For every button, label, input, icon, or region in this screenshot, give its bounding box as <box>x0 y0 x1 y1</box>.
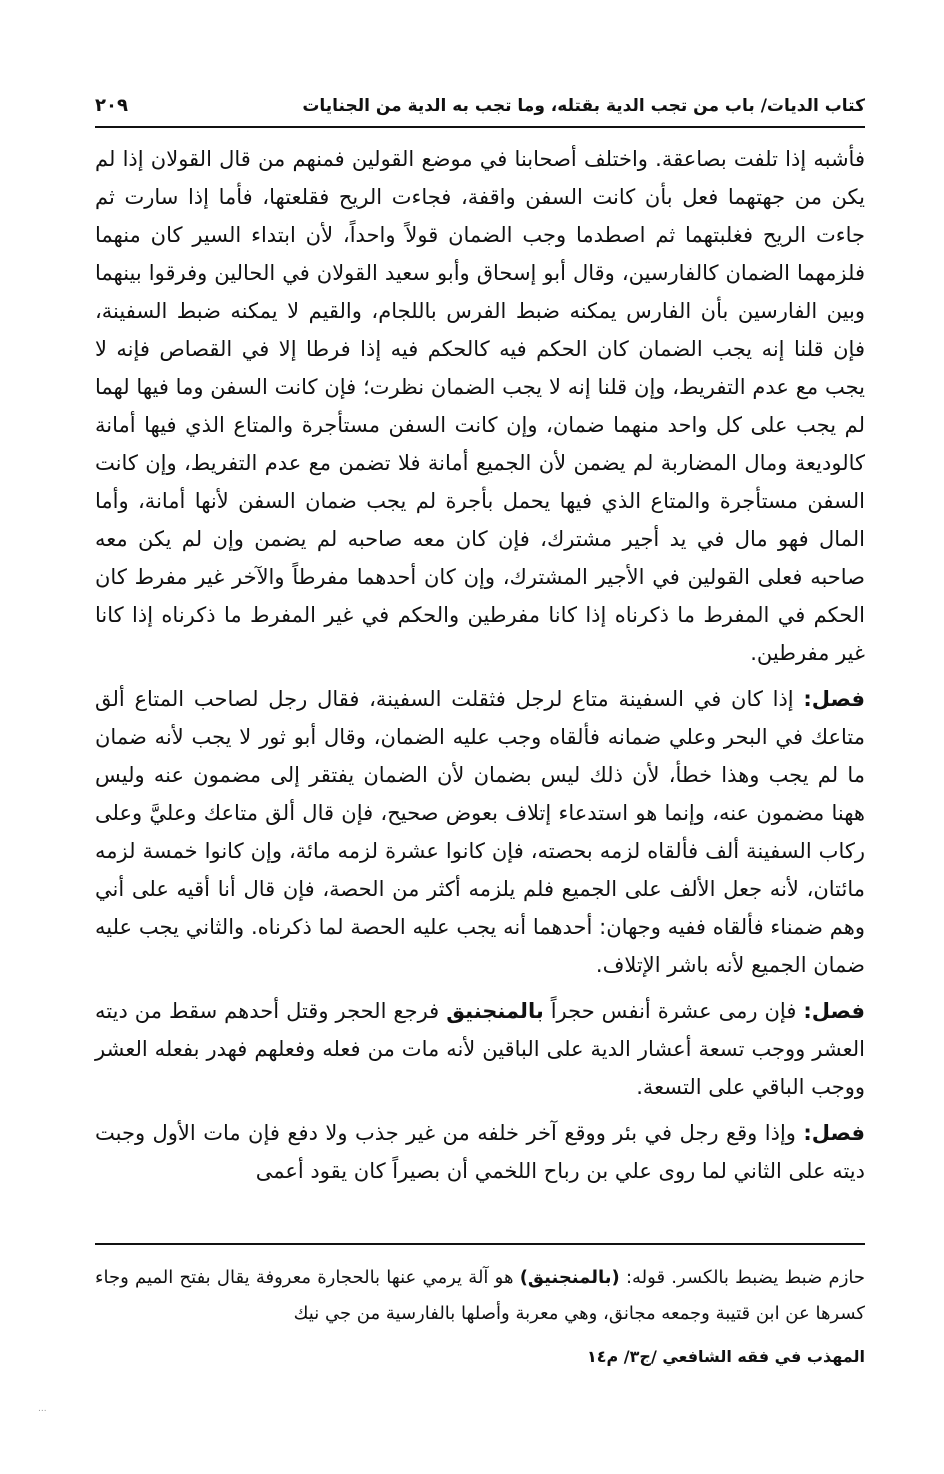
section-label: فصل: <box>803 687 865 711</box>
header-title: كتاب الديات/ باب من تجب الدية بقتله، وما تجب به الدية من الجنايات <box>302 96 865 116</box>
paragraph-2-text: إذا كان في السفينة متاع لرجل فثقلت السفينة، فقال رجل لصاحب المتاع ألق متاعك في البحر وعلي ضمانه فألقاه وجب عليه الضمان، وقال أبو ثور لا يجب لأنه ضمان ما لم يجب وهذا خطأ، لأن ذلك ليس بضمان لأن الضمان يفتقر إلى مضمون عنه وليس ههنا مضمون عنه، وإنما هو استدعاء إتلاف بعوض صحيح، فإن قال ألق متاعك وعليَّ وعلى ركاب السفينة ألف فألقاه لزمه بحصته، فإن كانوا عشرة لزمه مائة، وإن كانوا خمسة لزمه مائتان، لأنه جعل الألف على الجميع فلم يلزمه أكثر من الحصة، فإن قال أنا أقيه على أني وهم ضمناء فألقاه ففيه وجهان: أحدهما أنه يجب عليه الحصة لما ذكرناه. والثاني يجب عليه ضمان الجميع لأنه باشر الإتلاف. <box>95 687 865 977</box>
paragraph-3-text-a: فإن رمى عشرة أنفس حجراً <box>550 999 797 1023</box>
paragraph-4 <box>95 1114 865 1190</box>
footnote-keyword: (بالمنجنيق) <box>519 1267 620 1288</box>
section-label: فصل: <box>803 999 865 1023</box>
corner-mark: ... <box>38 1404 47 1414</box>
paragraph-1: فأشبه إذا تلفت بصاعقة. واختلف أصحابنا في موضع القولين فمنهم من قال القولان إذا لم يكن من جهتهما فعل بأن كانت السفن واقفة، فجاءت الريح فقلعتها، فأما إذا سارت ثم جاءت الريح فغلبتهما ثم اصطدما وجب الضمان قولاً واحداً، لأن ابتداء السير كان منهما فلزمهما الضمان كالفارسين، وقال أبو إسحاق وأبو سعيد القولان في الحالين وفرقوا بينهما وبين الفارسين بأن الفارس يمكنه ضبط الفرس باللجام، والقيم لا يمكنه ضبط السفينة، فإن قلنا إنه يجب الضمان كان الحكم فيه كالحكم فيه إذا فرطا إلا في القصاص فإنه لا يجب مع عدم التفريط، وإن قلنا إنه لا يجب الضمان نظرت؛ فإن كانت السفن وما فيها لهما لم يجب على كل واحد منهما ضمان، وإن كانت السفن مستأجرة والمتاع الذي فيها أمانة كالوديعة ومال المضاربة لم يضمن لأن الجميع أمانة فلا تضمن مع عدم التفريط، وإن كانت السفن مستأجرة والمتاع الذي فيها يحمل بأجرة لم يجب ضمان السفن لأنها أمانة، وأما المال فهو مال في يد أجير مشترك، فإن كان معه صاحبه لم يضمن وإن لم يكن معه صاحبه فعلى القولين في الأجير المشترك، وإن كان أحدهما مفرطاً والآخر غير مفرط كان الحكم في المفرط ما ذكرناه إذا كانا مفرطين والحكم في غير المفرط ما ذكرناه إذا كانا غير مفرطين. <box>95 147 865 665</box>
signature-mark: المهذب في فقه الشافعي /ج٣/ م١٤ <box>586 1347 865 1366</box>
page-number: ٢٠٩ <box>95 95 128 116</box>
keyword-manjaniq: بالمنجنيق <box>446 999 544 1023</box>
running-header <box>95 92 865 122</box>
main-text <box>95 140 865 1190</box>
paragraph-2 <box>95 680 865 984</box>
footnote-rule <box>95 1243 865 1245</box>
header-rule <box>95 126 865 128</box>
paragraph-3-text-b: فرجع الحجر وقتل أحدهم سقط من ديته العشر ووجب تسعة أعشار الدية على الباقين لأنه مات من فعله وفعلهم فهدر بفعله العشر ووجب الباقي على التسعة. <box>95 999 865 1099</box>
footnote-text-b: هو آلة يرمي عنها بالحجارة معروفة يقال بفتح الميم وجاء كسرها عن ابن قتيبة وجمعه مجانق، وهي معربة وأصلها بالفارسية من جي نيك <box>95 1267 865 1324</box>
footnote <box>95 1260 865 1332</box>
paragraph-4-text: وإذا وقع رجل في بئر ووقع آخر خلفه من غير جذب ولا دفع فإن مات الأول وجبت ديته على الثاني لما روى علي بن رباح اللخمي أن بصيراً كان يقود أعمى <box>95 1121 865 1183</box>
footnote-text-a: حازم ضبط يضبط بالكسر. قوله: <box>625 1267 865 1288</box>
section-label: فصل: <box>803 1121 865 1145</box>
paragraph-3 <box>95 992 865 1106</box>
